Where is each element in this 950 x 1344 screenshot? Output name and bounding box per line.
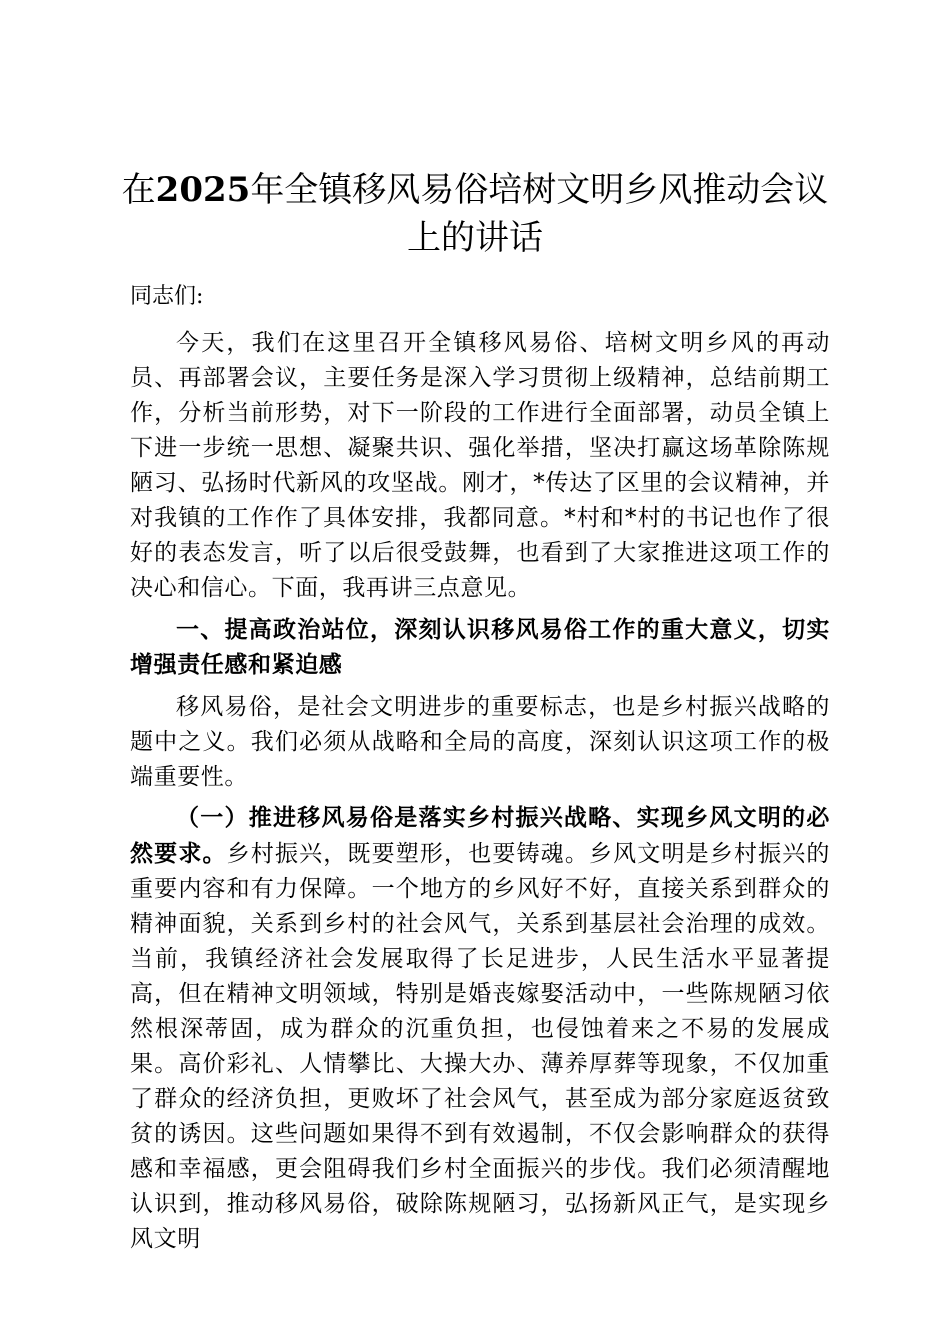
title-prefix: 在 [121,170,156,210]
salutation: 同志们: [130,284,204,309]
document-title [110,166,840,262]
subsection-one-paragraph [130,800,830,1257]
subsection-one-lead: （一）推进移风易俗是落实乡村振兴战略、实现乡风文明的必然要求。 [130,804,830,867]
section-heading-one: 一、提高政治站位，深刻认识移风易俗工作的重大意义，切实增强责任感和紧迫感 [130,616,830,678]
subsection-one-body: 乡村振兴，既要塑形，也要铸魂。乡风文明是乡村振兴的重要内容和有力保障。一个地方的乡风好不好，直接关系到群众的精神面貌，关系到乡村的社会风气，关系到基层社会治理的成效。当前，我镇经济社会发展取得了长足进步，人民生活水平显著提高，但在精神文明领域，特别是婚丧嫁娶活动中，一些陈规陋习依然根深蒂固，成为群众的沉重负担，也侵蚀着来之不易的发展成果。高价彩礼、人情攀比、大操大办、薄养厚葬等现象，不仅加重了群众的经济负担，更败坏了社会风气，甚至成为部分家庭返贫致贫的诱因。这些问题如果得不到有效遏制，不仅会影响群众的获得感和幸福感，更会阻碍我们乡村全面振兴的步伐。我们必须清醒地认识到，推动移风易俗，破除陈规陋习，弘扬新风正气，是实现乡风文明 [130,841,831,1252]
section-one-intro-paragraph: 移风易俗，是社会文明进步的重要标志，也是乡村振兴战略的题中之义。我们必须从战略和全局的高度，深刻认识这项工作的极端重要性。 [130,694,830,790]
title-year: 2025 [155,170,251,210]
title-suffix: 年全镇移风易俗培树文明乡风推动会议上的讲话 [250,170,829,258]
intro-paragraph: 今天，我们在这里召开全镇移风易俗、培树文明乡风的再动员、再部署会议，主要任务是深入学习贯彻上级精神，总结前期工作，分析当前形势，对下一阶段的工作进行全面部署，动员全镇上下进一步统一思想、凝聚共识、强化举措，坚决打赢这场革除陈规陋习、弘扬时代新风的攻坚战。刚才，*传达了区里的会议精神，并对我镇的工作作了具体安排，我都同意。*村和*村的书记也作了很好的表态发言，听了以后很受鼓舞，也看到了大家推进这项工作的决心和信心。下面，我再讲三点意见。 [130,330,830,601]
